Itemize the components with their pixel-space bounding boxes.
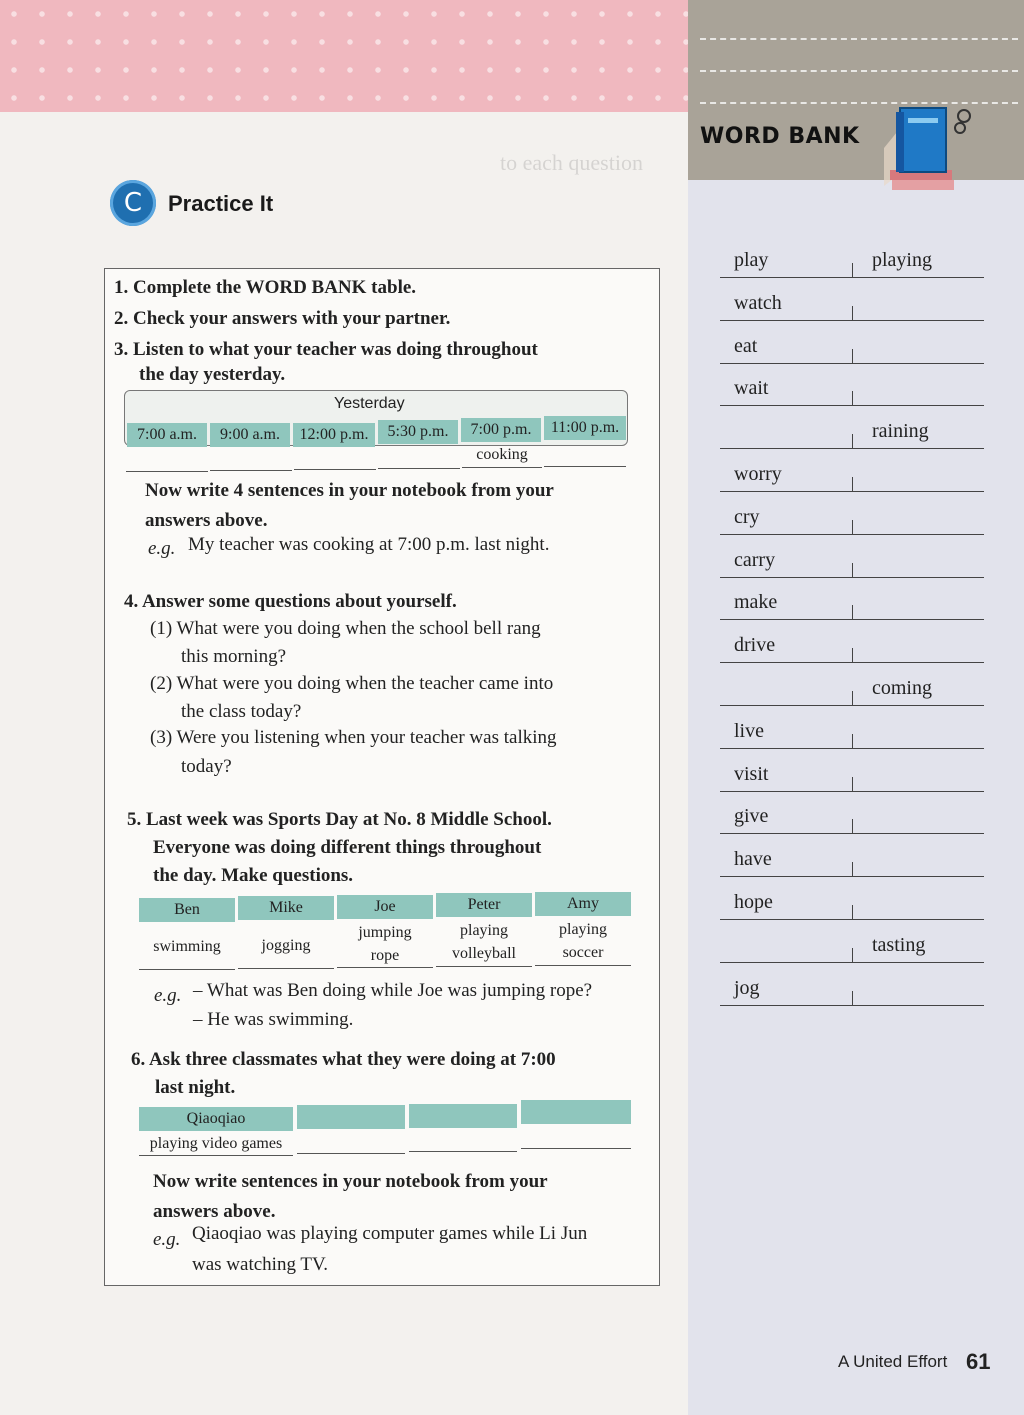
write-instruction: Now write sentences in your notebook from your xyxy=(153,1171,548,1192)
word-bank-line xyxy=(720,919,984,920)
word-bank-base: play xyxy=(734,249,769,271)
instruction-4: 4. Answer some questions about yourself. xyxy=(124,591,457,612)
word-bank-line xyxy=(720,320,984,321)
question-1-cont: this morning? xyxy=(181,646,287,667)
word-bank-line xyxy=(720,791,984,792)
answer-line xyxy=(521,1148,631,1149)
word-bank-line xyxy=(720,1005,984,1006)
answer-line xyxy=(436,966,532,967)
word-bank-panel xyxy=(688,0,1024,1415)
answer-line xyxy=(294,469,376,470)
name-cell: Joe xyxy=(337,895,433,919)
classmate-cell xyxy=(297,1105,405,1129)
classmate-cell xyxy=(521,1100,631,1124)
book-stack-icon xyxy=(880,96,980,196)
word-bank-ing: playing xyxy=(872,249,932,271)
word-bank-line xyxy=(720,448,984,449)
time-cell: 7:00 a.m. xyxy=(127,423,207,447)
activity-answer: jumping xyxy=(358,924,412,941)
word-bank-title: WORD BANK xyxy=(700,124,860,149)
example-label: e.g. xyxy=(154,985,182,1006)
word-bank-line xyxy=(720,876,984,877)
answer-line xyxy=(378,468,460,469)
word-bank-divider xyxy=(852,991,853,1005)
word-bank-divider xyxy=(852,349,853,363)
answer-line xyxy=(544,466,626,467)
word-bank-divider xyxy=(852,819,853,833)
instruction-5: 5. Last week was Sports Day at No. 8 Middle School. xyxy=(127,809,552,830)
word-bank-base: eat xyxy=(734,334,758,357)
word-bank-line xyxy=(720,662,984,663)
word-bank-base: drive xyxy=(734,634,776,657)
word-bank-divider xyxy=(852,691,853,705)
name-cell: Ben xyxy=(139,898,235,922)
word-bank-line xyxy=(720,277,984,278)
word-bank-base: live xyxy=(734,719,764,742)
name-cell: Amy xyxy=(535,892,631,916)
answer-line xyxy=(409,1151,517,1152)
word-bank-divider xyxy=(852,948,853,962)
answer-line xyxy=(139,969,235,970)
word-bank-base: watch xyxy=(734,291,782,314)
word-bank-base: wait xyxy=(734,377,769,400)
word-bank-divider xyxy=(852,734,853,748)
activity-answer: rope xyxy=(370,947,400,964)
example-label: e.g. xyxy=(148,538,176,559)
header-dash-line xyxy=(700,70,1018,72)
time-cell: 9:00 a.m. xyxy=(210,423,290,447)
answer-line xyxy=(139,1155,293,1156)
instruction-6-cont: last night. xyxy=(155,1077,236,1098)
question-3-cont: today? xyxy=(181,756,232,777)
section-c-badge: C xyxy=(110,180,156,226)
instruction-5-cont: Everyone was doing different things throughout xyxy=(153,837,542,858)
word-bank-divider xyxy=(852,306,853,320)
word-bank-divider xyxy=(852,520,853,534)
word-bank-line xyxy=(720,405,984,406)
question-3: (3) Were you listening when your teacher was talking xyxy=(150,727,557,748)
name-cell: Peter xyxy=(436,893,532,917)
page-number: 61 xyxy=(966,1349,991,1374)
word-bank-divider xyxy=(852,605,853,619)
answer-line xyxy=(297,1153,405,1154)
classmate-cell: Qiaoqiao xyxy=(139,1107,293,1131)
name-cell: Mike xyxy=(238,896,334,920)
answer-line xyxy=(210,470,292,471)
word-bank-divider xyxy=(852,905,853,919)
answer-line xyxy=(337,967,433,968)
answer-line xyxy=(535,965,631,966)
word-bank-divider xyxy=(852,563,853,577)
word-bank-divider xyxy=(852,777,853,791)
instruction-1: 1. Complete the WORD BANK table. xyxy=(114,277,417,298)
word-bank-base: hope xyxy=(734,891,773,913)
word-bank-base: cry xyxy=(734,505,760,528)
word-bank-base: jog xyxy=(734,976,760,999)
word-bank-divider xyxy=(852,434,853,448)
word-bank-base: give xyxy=(734,805,769,828)
time-answer: cooking xyxy=(476,446,528,463)
instruction-6: 6. Ask three classmates what they were doing at 7:00 xyxy=(131,1049,556,1070)
word-bank-line xyxy=(720,833,984,834)
instruction-2: 2. Check your answers with your partner. xyxy=(114,308,451,329)
word-bank-base: make xyxy=(734,591,778,614)
time-cell: 7:00 p.m. xyxy=(461,418,541,442)
word-bank-divider xyxy=(852,477,853,491)
example-sentence: Qiaoqiao was playing computer games while Li Jun xyxy=(192,1223,588,1244)
activity-answer: jogging xyxy=(261,937,311,954)
answer-line xyxy=(462,467,542,468)
word-bank-base: carry xyxy=(734,548,776,571)
word-bank-divider xyxy=(852,391,853,405)
instruction-3: 3. Listen to what your teacher was doing throughout xyxy=(114,339,538,360)
activity-answer: swimming xyxy=(153,938,221,955)
unit-title: A United Effort xyxy=(838,1352,948,1371)
word-bank-line xyxy=(720,534,984,535)
question-2-cont: the class today? xyxy=(181,701,302,722)
header-dash-line xyxy=(700,38,1018,40)
activity-answer: playing xyxy=(559,921,607,938)
example-sentence: My teacher was cooking at 7:00 p.m. last night. xyxy=(188,534,550,555)
instruction-5-cont: the day. Make questions. xyxy=(153,865,354,886)
activity-answer: volleyball xyxy=(452,945,516,962)
word-bank-line xyxy=(720,705,984,706)
word-bank-line xyxy=(720,363,984,364)
word-bank-line xyxy=(720,577,984,578)
write-instruction-cont: answers above. xyxy=(153,1201,276,1222)
word-bank-base: worry xyxy=(734,463,782,485)
time-cell: 12:00 p.m. xyxy=(293,423,375,447)
word-bank-divider xyxy=(852,648,853,662)
example-label: e.g. xyxy=(153,1229,181,1250)
activity-answer: soccer xyxy=(562,944,604,961)
word-bank-ing: coming xyxy=(872,677,932,699)
word-bank-base: visit xyxy=(734,762,769,785)
example-answer: – He was swimming. xyxy=(193,1009,354,1030)
classmate-cell xyxy=(409,1104,517,1128)
question-1: (1) What were you doing when the school bell rang xyxy=(150,618,541,639)
example-question: – What was Ben doing while Joe was jumping rope? xyxy=(193,980,593,1001)
time-cell: 11:00 p.m. xyxy=(544,416,626,440)
word-bank-base: have xyxy=(734,848,772,871)
answer-line xyxy=(126,471,208,472)
yesterday-label: Yesterday xyxy=(334,395,405,412)
decorative-top-band xyxy=(0,0,688,112)
write-instruction: Now write 4 sentences in your notebook from your xyxy=(145,480,554,501)
word-bank-ing: raining xyxy=(872,420,929,443)
question-2: (2) What were you doing when the teacher came into xyxy=(150,673,554,694)
word-bank-ing: tasting xyxy=(872,933,926,956)
bleed-through-heading: to each question xyxy=(500,150,643,175)
word-bank-line xyxy=(720,491,984,492)
time-cell: 5:30 p.m. xyxy=(378,420,458,444)
word-bank-line xyxy=(720,619,984,620)
word-bank-divider xyxy=(852,263,853,277)
word-bank-divider xyxy=(852,862,853,876)
activity-answer: playing xyxy=(460,922,508,939)
example-sentence-cont: was watching TV. xyxy=(192,1254,328,1275)
answer-line xyxy=(238,968,334,969)
section-title: Practice It xyxy=(168,191,274,216)
word-bank-line xyxy=(720,962,984,963)
classmate-answer: playing video games xyxy=(149,1135,283,1152)
instruction-3-cont: the day yesterday. xyxy=(139,364,286,385)
write-instruction-cont: answers above. xyxy=(145,510,268,531)
word-bank-line xyxy=(720,748,984,749)
